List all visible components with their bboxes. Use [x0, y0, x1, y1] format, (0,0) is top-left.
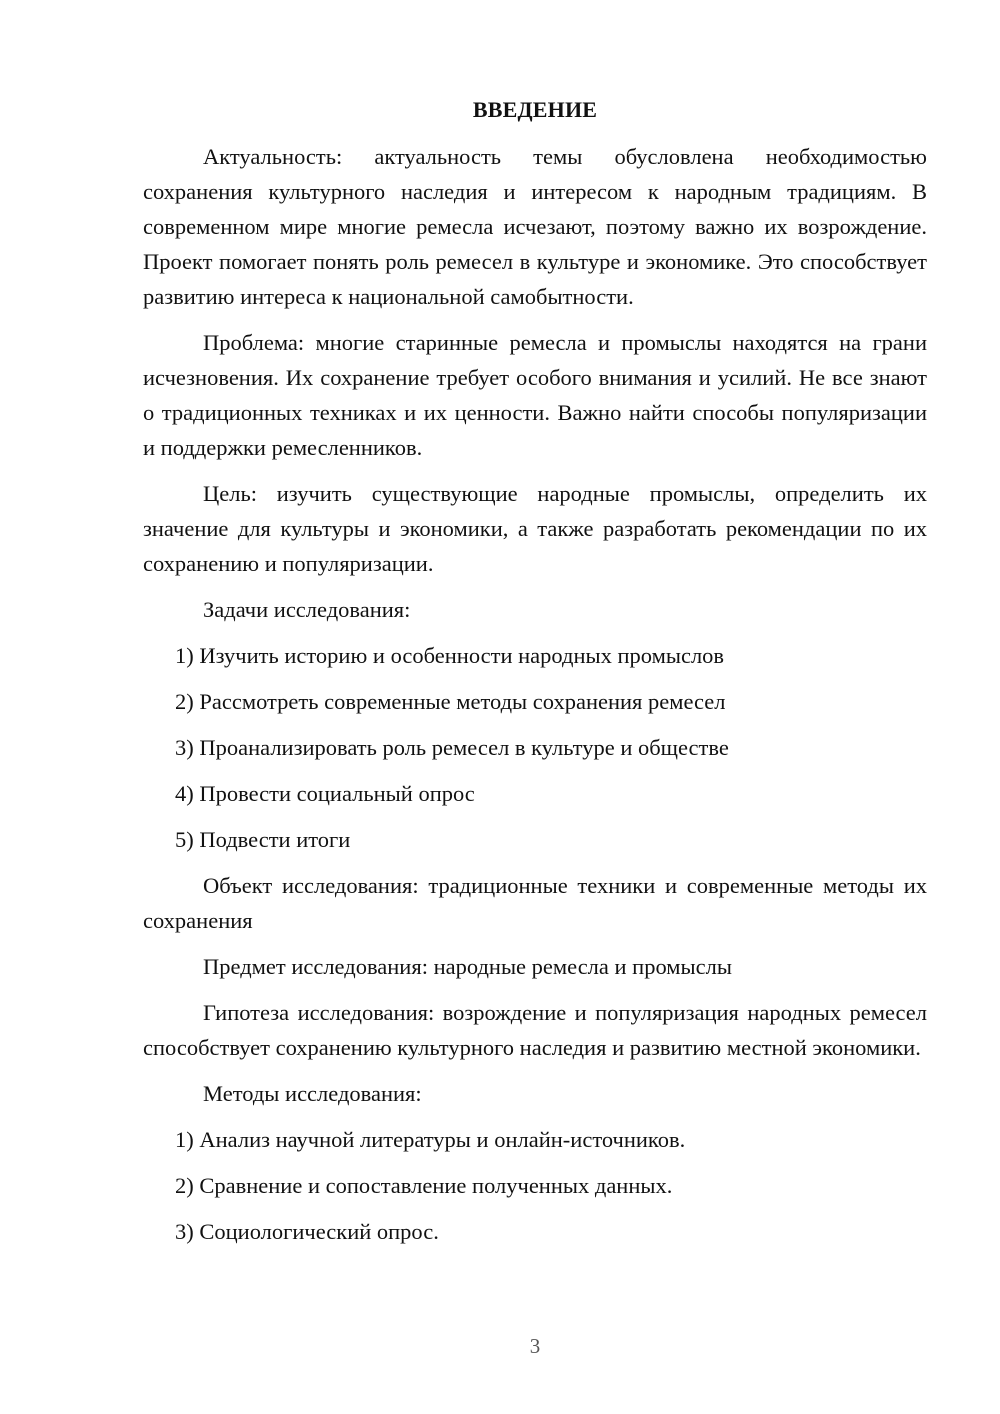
task-item-3: 3) Проанализировать роль ремесел в культуре и обществе [175, 735, 729, 760]
method-item-2: 2) Сравнение и сопоставление полученных данных. [175, 1173, 673, 1198]
task-item-5: 5) Подвести итоги [175, 827, 351, 852]
method-item-3: 3) Социологический опрос. [175, 1219, 439, 1244]
hypothesis-paragraph: Гипотеза исследования: возрождение и популяризация народных ремесел способствует сохранению культурного наследия и развитию местной экономики. [143, 1000, 927, 1060]
section-title: ВВЕДЕНИЕ [472, 97, 598, 122]
page-number: 3 [529, 1334, 541, 1358]
methods-heading: Методы исследования: [203, 1081, 422, 1106]
document-page [143, 95, 927, 1260]
task-item-2: 2) Рассмотреть современные методы сохранения ремесел [175, 689, 726, 714]
task-item-4: 4) Провести социальный опрос [175, 781, 475, 806]
object-paragraph: Объект исследования: традиционные техники и современные методы их сохранения [143, 873, 927, 933]
task-item-1: 1) Изучить историю и особенности народных промыслов [175, 643, 725, 668]
method-item-1: 1) Анализ научной литературы и онлайн-источников. [175, 1127, 686, 1152]
tasks-heading: Задачи исследования: [203, 597, 411, 622]
relevance-paragraph: Актуальность: актуальность темы обусловлена необходимостью сохранения культурного наследия и интересом к народным традициям. В современном мире многие ремесла исчезают, поэтому важно их возрождение. Проект помогает понять роль ремесел в культуре и экономике. Это способствует развитию интереса к национальной самобытности. [143, 144, 927, 309]
goal-paragraph: Цель: изучить существующие народные промыслы, определить их значение для культуры и экономики, а также разработать рекомендации по их сохранению и популяризации. [143, 481, 927, 576]
subject-paragraph: Предмет исследования: народные ремесла и промыслы [203, 954, 732, 979]
problem-paragraph: Проблема: многие старинные ремесла и промыслы находятся на грани исчезновения. Их сохранение требует особого внимания и усилий. Не все знают о традиционных техниках и их ценности. Важно найти способы популяризации и поддержки ремесленников. [143, 330, 927, 460]
